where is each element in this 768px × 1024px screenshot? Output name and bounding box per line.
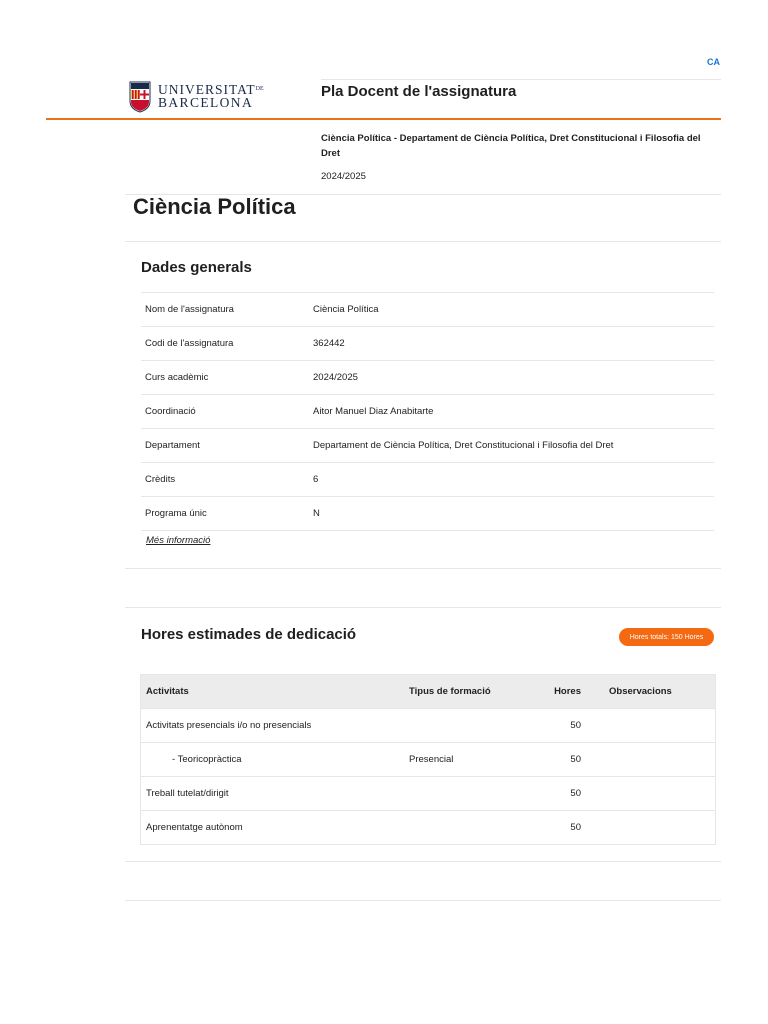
table-row xyxy=(141,394,714,428)
table-row xyxy=(141,742,715,776)
total-hours-badge: Hores totals: 150 Hores xyxy=(619,628,714,646)
activity-cell: Treball tutelat/dirigit xyxy=(146,788,229,799)
hours-heading: Hores estimades de dedicació xyxy=(141,626,357,643)
table-row xyxy=(141,428,714,462)
hours-cell: 50 xyxy=(570,720,581,731)
general-data-heading: Dades generals xyxy=(141,259,252,276)
row-value: N xyxy=(313,508,320,519)
type-cell: Presencial xyxy=(409,754,454,765)
row-value: Aitor Manuel Diaz Anabitarte xyxy=(313,406,434,417)
more-info-link[interactable]: Més informació xyxy=(146,535,211,546)
column-header-hours: Hores xyxy=(554,686,581,697)
row-label: Programa únic xyxy=(145,508,207,519)
divider xyxy=(125,241,721,242)
table-row xyxy=(141,708,715,742)
row-label: Crèdits xyxy=(145,474,176,485)
divider xyxy=(321,79,721,80)
hours-cell: 50 xyxy=(570,822,581,833)
hours-cell: 50 xyxy=(570,754,581,765)
page-header-title: Pla Docent de l'assignatura xyxy=(321,83,517,100)
logo-text-line2: BARCELONA xyxy=(158,95,254,110)
table-row xyxy=(141,360,714,394)
row-label: Nom de l'assignatura xyxy=(145,304,234,315)
row-label: Curs acadèmic xyxy=(145,372,209,383)
row-value: 6 xyxy=(313,474,319,485)
table-row xyxy=(141,462,714,496)
table-row xyxy=(141,810,715,844)
logo-text-line1: $UNIVERSITAT^{DE}$ xyxy=(158,82,264,97)
table-row xyxy=(141,496,714,531)
divider xyxy=(125,568,721,569)
row-value: 2024/2025 xyxy=(313,372,358,383)
divider xyxy=(125,900,721,901)
language-switch[interactable]: CA xyxy=(707,57,720,67)
column-header-type: Tipus de formació xyxy=(409,686,491,697)
divider xyxy=(125,607,721,608)
activity-cell: Activitats presencials i/o no presencials xyxy=(146,720,312,731)
course-subtitle: Ciència Política - Departament de Ciència Política, Dret Constitucional i Filosofia del Dret xyxy=(321,133,701,159)
row-value: Ciència Política xyxy=(313,304,379,315)
table-row xyxy=(141,776,715,810)
hours-cell: 50 xyxy=(570,788,581,799)
activity-cell: Aprenentatge autònom xyxy=(146,822,243,833)
course-title: Ciència Política xyxy=(133,194,296,219)
hours-table xyxy=(140,674,716,845)
row-value: 362442 xyxy=(313,338,345,349)
row-label: Coordinació xyxy=(145,406,196,417)
general-data-table xyxy=(141,292,714,531)
row-label: Departament xyxy=(145,440,200,451)
university-seal-icon xyxy=(128,79,152,113)
table-row xyxy=(141,292,714,326)
divider xyxy=(125,861,721,862)
header-accent-rule xyxy=(46,118,721,120)
row-value: Departament de Ciència Política, Dret Constitucional i Filosofia del Dret xyxy=(313,440,614,451)
activity-cell: - Teoricopràctica xyxy=(172,754,242,765)
row-label: Codi de l'assignatura xyxy=(145,338,234,349)
table-header-row xyxy=(141,675,715,708)
column-header-notes: Observacions xyxy=(609,686,672,697)
academic-year: 2024/2025 xyxy=(321,171,366,182)
table-row xyxy=(141,326,714,360)
column-header-activities: Activitats xyxy=(146,686,189,697)
